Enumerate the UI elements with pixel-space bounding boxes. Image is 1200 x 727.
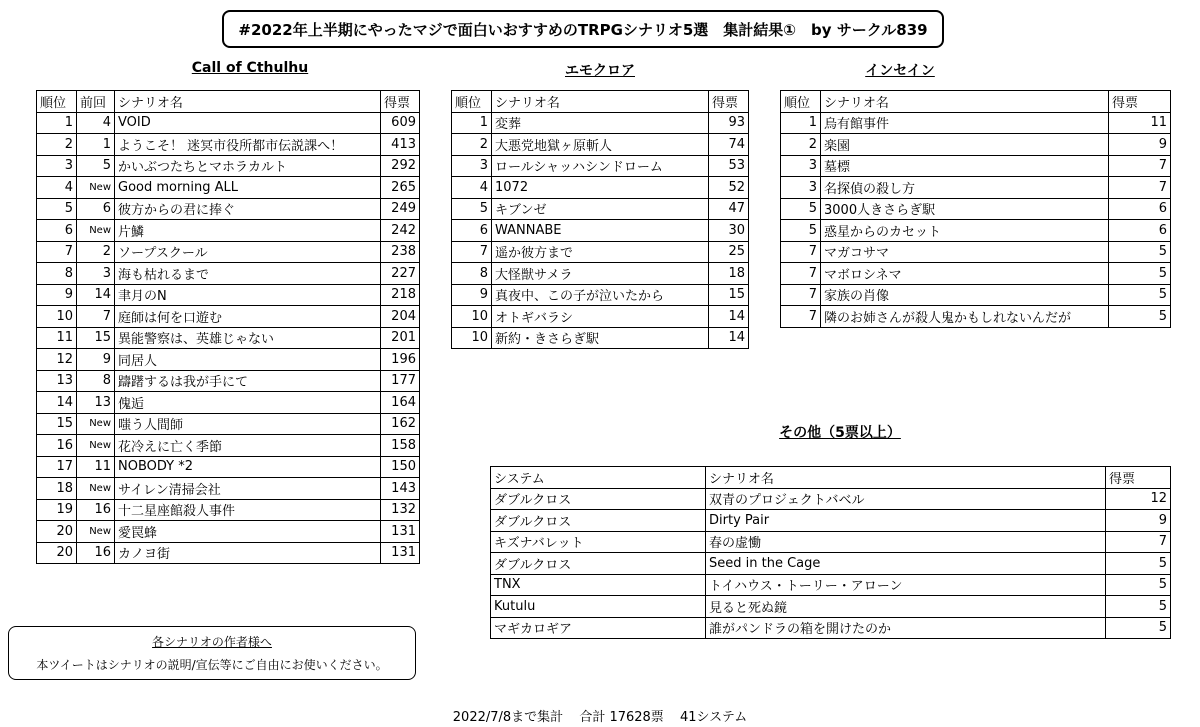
page-title: #2022年上半期にやったマジで面白いおすすめのTRPGシナリオ5選 集計結果① by サークル839 (222, 10, 944, 48)
cell-rank: 10 (452, 306, 492, 328)
header-votes: 得票 (1109, 91, 1171, 113)
cell-votes: 292 (381, 155, 420, 177)
table-row (37, 370, 420, 392)
cell-votes: 143 (381, 478, 420, 500)
cell-rank: 1 (452, 112, 492, 134)
cell-name: 聿月のN (115, 284, 381, 306)
table-row (37, 413, 420, 435)
cell-name: 変葬 (492, 112, 709, 134)
coc-heading: Call of Cthulhu (191, 60, 309, 76)
table-row (781, 198, 1171, 220)
cell-prev: New (77, 478, 115, 500)
cell-votes: 7 (1109, 155, 1171, 177)
cell-name: 隣のお姉さんが殺人鬼かもしれないんだが (821, 306, 1109, 328)
cell-votes: 9 (1109, 134, 1171, 156)
table-row (452, 134, 749, 156)
cell-name: マガコサマ (821, 241, 1109, 263)
insane-heading: インセイン (865, 63, 935, 79)
cell-votes: 18 (709, 263, 749, 285)
table-row (781, 112, 1171, 134)
cell-name: マボロシネマ (821, 263, 1109, 285)
cell-name: キブンゼ (492, 198, 709, 220)
table-row (491, 574, 1171, 596)
table-row (452, 306, 749, 328)
cell-rank: 13 (37, 370, 77, 392)
cell-rank: 11 (37, 327, 77, 349)
cell-rank: 3 (781, 155, 821, 177)
cell-votes: 11 (1109, 112, 1171, 134)
header-system: システム (491, 467, 706, 489)
cell-name: 誰がパンドラの箱を開けたのか (706, 617, 1106, 639)
cell-prev: New (77, 413, 115, 435)
cell-rank: 4 (37, 177, 77, 199)
cell-name: 異能警察は、英雄じゃない (115, 327, 381, 349)
cell-votes: 14 (709, 306, 749, 328)
cell-name: 傀逅 (115, 392, 381, 414)
cell-votes: 131 (381, 521, 420, 543)
cell-votes: 413 (381, 134, 420, 156)
table-row (37, 499, 420, 521)
cell-votes: 201 (381, 327, 420, 349)
table-row (37, 198, 420, 220)
cell-name: 楽園 (821, 134, 1109, 156)
table-header-row (37, 91, 420, 113)
table-row (37, 327, 420, 349)
table-row (781, 134, 1171, 156)
cell-votes: 242 (381, 220, 420, 242)
cell-name: 双青のプロジェクトバベル (706, 488, 1106, 510)
table-row (452, 284, 749, 306)
cell-votes: 164 (381, 392, 420, 414)
cell-name: 惑星からのカセット (821, 220, 1109, 242)
cell-rank: 9 (452, 284, 492, 306)
table-row (491, 617, 1171, 639)
table-header-row (491, 467, 1171, 489)
header-rank: 順位 (37, 91, 77, 113)
cell-votes: 5 (1106, 553, 1171, 575)
cell-prev: 11 (77, 456, 115, 478)
cell-prev: 7 (77, 306, 115, 328)
cell-system: ダブルクロス (491, 553, 706, 575)
table-row (37, 435, 420, 457)
cell-votes: 227 (381, 263, 420, 285)
table-row (452, 155, 749, 177)
header-scenario: シナリオ名 (115, 91, 381, 113)
table-row (781, 177, 1171, 199)
cell-rank: 6 (37, 220, 77, 242)
cell-prev: 6 (77, 198, 115, 220)
cell-rank: 9 (37, 284, 77, 306)
cell-name: 3000人きさらぎ駅 (821, 198, 1109, 220)
cell-votes: 47 (709, 198, 749, 220)
table-row (37, 155, 420, 177)
cell-name: 花冷えに亡く季節 (115, 435, 381, 457)
cell-name: 名探偵の殺し方 (821, 177, 1109, 199)
table-row (37, 134, 420, 156)
cell-prev: 3 (77, 263, 115, 285)
cell-name: 愛罠蜂 (115, 521, 381, 543)
cell-name: 見ると死ぬ鏡 (706, 596, 1106, 618)
cell-prev: 8 (77, 370, 115, 392)
header-prev: 前回 (77, 91, 115, 113)
cell-prev: 5 (77, 155, 115, 177)
table-row (37, 177, 420, 199)
table-row (37, 220, 420, 242)
table-row (781, 306, 1171, 328)
table-row (37, 284, 420, 306)
cell-prev: 13 (77, 392, 115, 414)
table-row (37, 542, 420, 564)
cell-rank: 5 (37, 198, 77, 220)
cell-name: カノヨ街 (115, 542, 381, 564)
cell-rank: 3 (781, 177, 821, 199)
cell-rank: 19 (37, 499, 77, 521)
cell-name: 片鱗 (115, 220, 381, 242)
cell-prev: New (77, 435, 115, 457)
cell-votes: 14 (709, 327, 749, 349)
table-row (37, 112, 420, 134)
cell-system: ダブルクロス (491, 510, 706, 532)
author-note-body: 本ツイートはシナリオの説明/宣伝等にご自由にお使いください。 (36, 658, 388, 672)
cell-name: 真夜中、この子が泣いたから (492, 284, 709, 306)
author-note-title: 各シナリオの作者様へ (152, 635, 272, 649)
cell-rank: 18 (37, 478, 77, 500)
cell-rank: 3 (37, 155, 77, 177)
table-header-row (452, 91, 749, 113)
cell-rank: 2 (37, 134, 77, 156)
cell-rank: 20 (37, 542, 77, 564)
cell-name: Seed in the Cage (706, 553, 1106, 575)
table-row (452, 198, 749, 220)
table-row (491, 510, 1171, 532)
table-row (491, 596, 1171, 618)
cell-name: サイレン清掃会社 (115, 478, 381, 500)
cell-votes: 196 (381, 349, 420, 371)
cell-votes: 5 (1109, 284, 1171, 306)
cell-name: NOBODY *2 (115, 456, 381, 478)
cell-rank: 8 (452, 263, 492, 285)
cell-name: 家族の肖像 (821, 284, 1109, 306)
cell-rank: 7 (781, 284, 821, 306)
table-row (781, 241, 1171, 263)
cell-rank: 15 (37, 413, 77, 435)
table-row (37, 263, 420, 285)
cell-votes: 158 (381, 435, 420, 457)
table-row (37, 456, 420, 478)
cell-name: Dirty Pair (706, 510, 1106, 532)
cell-votes: 52 (709, 177, 749, 199)
cell-prev: 1 (77, 134, 115, 156)
table-row (491, 553, 1171, 575)
cell-name: 新約・きさらぎ駅 (492, 327, 709, 349)
cell-votes: 5 (1106, 617, 1171, 639)
cell-name: 彼方からの君に捧ぐ (115, 198, 381, 220)
footer-total: 合計 17628票 (579, 710, 664, 725)
cell-votes: 5 (1109, 241, 1171, 263)
cell-name: 十二星座館殺人事件 (115, 499, 381, 521)
cell-votes: 177 (381, 370, 420, 392)
cell-votes: 204 (381, 306, 420, 328)
table-row (37, 392, 420, 414)
cell-name: 庭師は何を口遊む (115, 306, 381, 328)
emoklore-heading: エモクロア (565, 63, 635, 79)
table-row (452, 263, 749, 285)
cell-rank: 5 (781, 220, 821, 242)
cell-votes: 74 (709, 134, 749, 156)
cell-votes: 53 (709, 155, 749, 177)
cell-prev: 15 (77, 327, 115, 349)
cell-rank: 6 (452, 220, 492, 242)
cell-rank: 12 (37, 349, 77, 371)
table-row (491, 488, 1171, 510)
table-row (781, 220, 1171, 242)
cell-votes: 7 (1109, 177, 1171, 199)
cell-name: 春の虚慟 (706, 531, 1106, 553)
table-row (37, 349, 420, 371)
cell-rank: 8 (37, 263, 77, 285)
cell-name: 烏有館事件 (821, 112, 1109, 134)
other-ranking-table (490, 466, 1171, 639)
insane-ranking-table (780, 90, 1171, 328)
cell-votes: 5 (1106, 596, 1171, 618)
cell-rank: 2 (452, 134, 492, 156)
cell-prev: 9 (77, 349, 115, 371)
cell-rank: 10 (37, 306, 77, 328)
header-votes: 得票 (1106, 467, 1171, 489)
cell-prev: New (77, 521, 115, 543)
footer-date: 2022/7/8まで集計 (452, 710, 564, 725)
cell-name: ようこそ！ 迷冥市役所都市伝説課へ！ (115, 134, 381, 156)
cell-name: 大怪獣サメラ (492, 263, 709, 285)
cell-name: Good morning ALL (115, 177, 381, 199)
coc-ranking-table (36, 90, 420, 564)
cell-name: 嗤う人間師 (115, 413, 381, 435)
cell-prev: New (77, 220, 115, 242)
cell-name: 1072 (492, 177, 709, 199)
cell-votes: 6 (1109, 220, 1171, 242)
cell-votes: 25 (709, 241, 749, 263)
cell-name: ロールシャッハシンドローム (492, 155, 709, 177)
author-note-box (8, 626, 416, 680)
cell-system: キズナバレット (491, 531, 706, 553)
footer-summary (0, 706, 1200, 725)
cell-system: ダブルクロス (491, 488, 706, 510)
table-row (37, 521, 420, 543)
cell-rank: 5 (781, 198, 821, 220)
cell-name: オトギバラシ (492, 306, 709, 328)
cell-rank: 10 (452, 327, 492, 349)
cell-name: VOID (115, 112, 381, 134)
header-scenario: シナリオ名 (706, 467, 1106, 489)
cell-votes: 150 (381, 456, 420, 478)
cell-name: ソープスクール (115, 241, 381, 263)
header-votes: 得票 (709, 91, 749, 113)
cell-name: 遥か彼方まで (492, 241, 709, 263)
header-votes: 得票 (381, 91, 420, 113)
table-row (452, 327, 749, 349)
cell-prev: 2 (77, 241, 115, 263)
cell-votes: 6 (1109, 198, 1171, 220)
cell-votes: 5 (1106, 574, 1171, 596)
cell-prev: 16 (77, 499, 115, 521)
table-row (781, 155, 1171, 177)
table-row (781, 284, 1171, 306)
cell-name: 同居人 (115, 349, 381, 371)
table-row (781, 263, 1171, 285)
cell-rank: 17 (37, 456, 77, 478)
table-row (452, 112, 749, 134)
cell-votes: 218 (381, 284, 420, 306)
table-row (37, 306, 420, 328)
cell-votes: 93 (709, 112, 749, 134)
cell-name: かいぶつたちとマホラカルト (115, 155, 381, 177)
cell-votes: 249 (381, 198, 420, 220)
cell-prev: New (77, 177, 115, 199)
cell-rank: 7 (452, 241, 492, 263)
cell-votes: 609 (381, 112, 420, 134)
emoklore-ranking-table (451, 90, 749, 349)
cell-rank: 20 (37, 521, 77, 543)
other-heading: その他（5票以上） (779, 425, 901, 441)
cell-votes: 131 (381, 542, 420, 564)
cell-rank: 7 (781, 263, 821, 285)
cell-rank: 1 (781, 112, 821, 134)
cell-votes: 15 (709, 284, 749, 306)
cell-name: 墓標 (821, 155, 1109, 177)
header-rank: 順位 (452, 91, 492, 113)
cell-rank: 16 (37, 435, 77, 457)
cell-votes: 7 (1106, 531, 1171, 553)
table-row (452, 220, 749, 242)
cell-votes: 30 (709, 220, 749, 242)
table-row (452, 177, 749, 199)
cell-rank: 4 (452, 177, 492, 199)
cell-votes: 132 (381, 499, 420, 521)
cell-name: トイハウス・トーリー・アローン (706, 574, 1106, 596)
cell-name: 大悪党地獄ヶ原斬人 (492, 134, 709, 156)
cell-name: 躊躇するは我が手にて (115, 370, 381, 392)
cell-votes: 5 (1109, 306, 1171, 328)
table-header-row (781, 91, 1171, 113)
table-row (37, 241, 420, 263)
cell-prev: 16 (77, 542, 115, 564)
cell-system: TNX (491, 574, 706, 596)
cell-system: Kutulu (491, 596, 706, 618)
table-row (491, 531, 1171, 553)
cell-votes: 9 (1106, 510, 1171, 532)
cell-prev: 14 (77, 284, 115, 306)
cell-votes: 12 (1106, 488, 1171, 510)
cell-rank: 2 (781, 134, 821, 156)
cell-votes: 238 (381, 241, 420, 263)
header-scenario: シナリオ名 (821, 91, 1109, 113)
cell-rank: 7 (781, 241, 821, 263)
cell-prev: 4 (77, 112, 115, 134)
cell-name: 海も枯れるまで (115, 263, 381, 285)
header-rank: 順位 (781, 91, 821, 113)
cell-rank: 1 (37, 112, 77, 134)
cell-rank: 7 (781, 306, 821, 328)
cell-votes: 162 (381, 413, 420, 435)
header-scenario: シナリオ名 (492, 91, 709, 113)
cell-rank: 14 (37, 392, 77, 414)
table-row (37, 478, 420, 500)
cell-votes: 5 (1109, 263, 1171, 285)
cell-rank: 5 (452, 198, 492, 220)
cell-name: WANNABE (492, 220, 709, 242)
cell-rank: 3 (452, 155, 492, 177)
cell-rank: 7 (37, 241, 77, 263)
cell-system: マギカロギア (491, 617, 706, 639)
table-row (452, 241, 749, 263)
footer-systems: 41システム (679, 710, 748, 725)
cell-votes: 265 (381, 177, 420, 199)
